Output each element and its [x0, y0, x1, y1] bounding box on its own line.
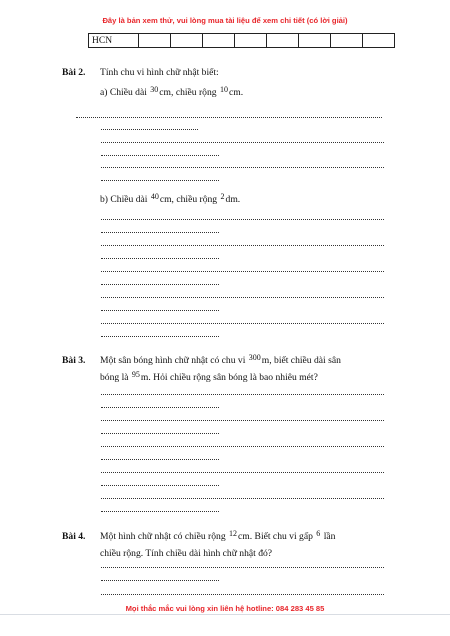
answer-line: [101, 155, 219, 156]
answer-line: [101, 232, 219, 233]
answer-line: [101, 433, 219, 434]
answer-line: [101, 485, 219, 486]
answer-line: [101, 498, 384, 499]
answer-line: [101, 310, 219, 311]
answer-line: [101, 297, 384, 298]
exercise-4-line1: Một hình chữ nhật có chiều rộng $^{12}$cm. Biết chu vi gấp $^6$ lần: [100, 529, 336, 542]
answer-line: [76, 117, 382, 118]
answer-line: [101, 323, 384, 324]
answer-line: [101, 245, 384, 246]
answer-line: [101, 446, 384, 447]
answer-line: [101, 511, 219, 512]
exercise-3-line2: bóng là $^{95}$m. Hỏi chiều rộng sân bóng là bao nhiêu mét?: [100, 370, 318, 383]
answer-line: [101, 459, 219, 460]
answer-line: [101, 219, 384, 220]
hotline-banner: Mọi thắc mắc vui lòng xin liên hệ hotline: 084 283 45 85: [125, 604, 325, 613]
answer-line: [101, 180, 219, 181]
answer-line: [101, 336, 219, 337]
answer-line: [101, 580, 219, 581]
answer-line: [101, 394, 384, 395]
exercise-4-title: Bài 4.: [62, 531, 86, 542]
table-cell: [235, 34, 267, 48]
table-cell: [171, 34, 203, 48]
preview-banner: Đây là bản xem thử, vui lòng mua tài liệu để xem chi tiết (có lời giải): [102, 16, 348, 25]
answer-line: [101, 129, 198, 130]
answer-line: [101, 407, 219, 408]
perimeter-table: [88, 33, 395, 48]
answer-line: [101, 594, 384, 595]
table-cell: [203, 34, 235, 48]
answer-line: [101, 420, 384, 421]
answer-line: [101, 567, 384, 568]
table-row: [89, 34, 395, 48]
table-cell: [139, 34, 171, 48]
exercise-2b-text: b) Chiều dài $^{40}$cm, chiều rộng $^2$dm.: [100, 192, 241, 205]
table-cell: [299, 34, 331, 48]
answer-line: [101, 271, 384, 272]
answer-line: [101, 142, 384, 143]
exercise-4-line2: chiều rộng. Tính chiều dài hình chữ nhật đó?: [100, 548, 273, 559]
exercise-2-title: Bài 2.: [62, 67, 86, 78]
answer-line: [101, 167, 384, 168]
table-cell: [363, 34, 395, 48]
table-cell: [267, 34, 299, 48]
answer-line: [101, 472, 384, 473]
answer-line: [101, 284, 219, 285]
table-row-label: HCN: [89, 34, 139, 48]
footer-divider: [0, 614, 450, 615]
table-cell: [331, 34, 363, 48]
exercise-2a-text: a) Chiều dài $^{30}$cm, chiều rộng $^{10}$cm.: [100, 85, 244, 98]
answer-line: [101, 258, 219, 259]
exercise-3-title: Bài 3.: [62, 355, 86, 366]
exercise-3-line1: Một sân bóng hình chữ nhật có chu vi $^{300}$m, biết chiều dài sân: [100, 353, 341, 366]
exercise-2-prompt: Tính chu vi hình chữ nhật biết:: [100, 67, 219, 78]
